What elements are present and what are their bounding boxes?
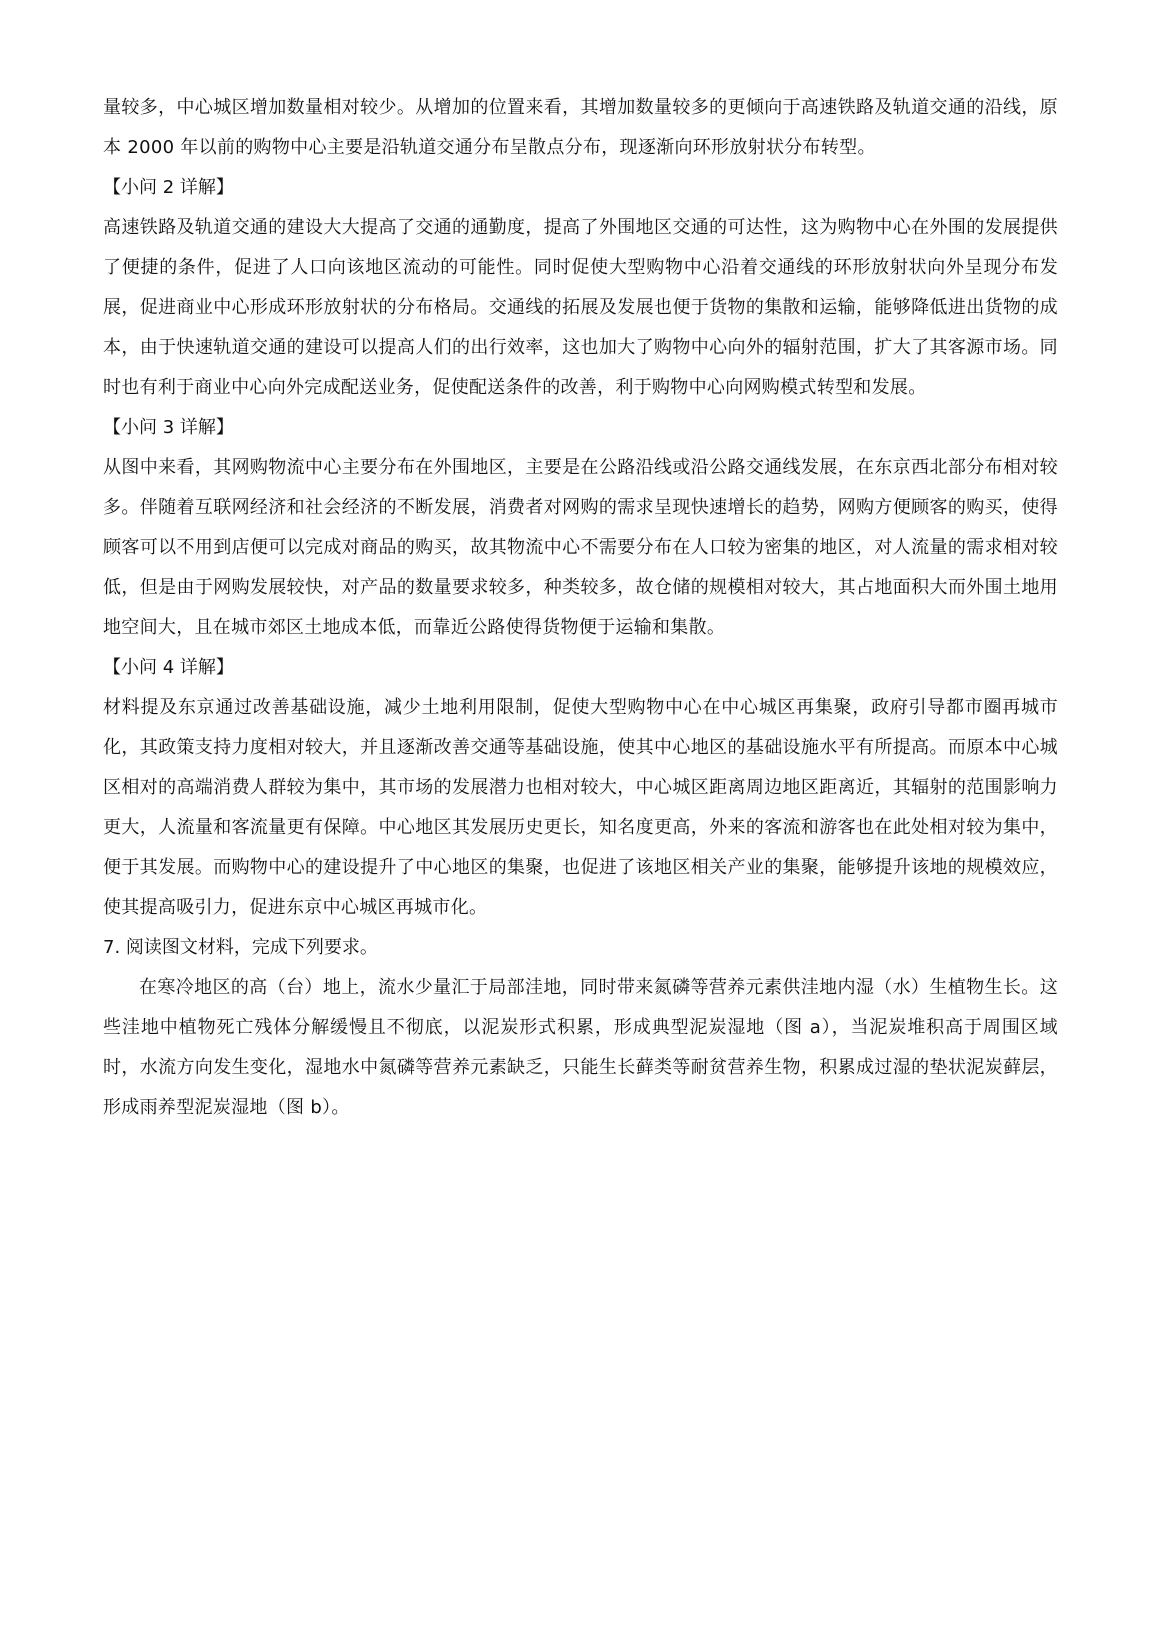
question-7-material: 在寒冷地区的高（台）地上，流水少量汇于局部洼地，同时带来氮磷等营养元素供洼地内湿（水）生植物生长。这些洼地中植物死亡残体分解缓慢且不彻底，以泥炭形式积累，形成典型泥炭湿地（图 a），当泥炭堆积高于周围区域时，水流方向发生变化，湿地水中氮磷等营养元素缺乏，只能生长藓类等耐贫营养生物，积累成过湿的垫状泥炭藓层，形成雨养型泥炭湿地（图 b）。 [103, 977, 1058, 1118]
sub-question-4-heading: 【小问 4 详解】 [103, 657, 234, 678]
question-7-title: 7. 阅读图文材料，完成下列要求。 [103, 937, 378, 958]
sub-question-2-heading: 【小问 2 详解】 [103, 177, 234, 198]
answer-paragraph-4: 材料提及东京通过改善基础设施，减少土地利用限制，促使大型购物中心在中心城区再集聚，政府引导都市圈再城市化，其政策支持力度相对较大，并且逐渐改善交通等基础设施，使其中心地区的基础设施水平有所提高。而原本中心城区相对的高端消费人群较为集中，其市场的发展潜力也相对较大，中心城区距离周边地区距离近，其辐射的范围影响力更大，人流量和客流量更有保障。中心地区其发展历史更长，知名度更高，外来的客流和游客也在此处相对较为集中，便于其发展。而购物中心的建设提升了中心地区的集聚，也促进了该地区相关产业的集聚，能够提升该地的规模效应，使其提高吸引力，促进东京中心城区再城市化。 [103, 697, 1058, 918]
sub-question-3-heading: 【小问 3 详解】 [103, 417, 234, 438]
answer-paragraph-1-continuation: 量较多，中心城区增加数量相对较少。从增加的位置来看，其增加数量较多的更倾向于高速铁路及轨道交通的沿线，原本 2000 年以前的购物中心主要是沿轨道交通分布呈散点分布，现逐渐向环形放射状分布转型。 [103, 97, 1058, 158]
answer-paragraph-3: 从图中来看，其网购物流中心主要分布在外围地区，主要是在公路沿线或沿公路交通线发展，在东京西北部分布相对较多。伴随着互联网经济和社会经济的不断发展，消费者对网购的需求呈现快速增长的趋势，网购方便顾客的购买，使得顾客可以不用到店便可以完成对商品的购买，故其物流中心不需要分布在人口较为密集的地区，对人流量的需求相对较低，但是由于网购发展较快，对产品的数量要求较多，种类较多，故仓储的规模相对较大，其占地面积大而外围土地用地空间大，且在城市郊区土地成本低，而靠近公路使得货物便于运输和集散。 [103, 457, 1058, 638]
answer-paragraph-2: 高速铁路及轨道交通的建设大大提高了交通的通勤度，提高了外围地区交通的可达性，这为购物中心在外围的发展提供了便捷的条件，促进了人口向该地区流动的可能性。同时促使大型购物中心沿着交通线的环形放射状向外呈现分布发展，促进商业中心形成环形放射状的分布格局。交通线的拓展及发展也便于货物的集散和运输，能够降低进出货物的成本，由于快速轨道交通的建设可以提高人们的出行效率，这也加大了购物中心向外的辐射范围，扩大了其客源市场。同时也有利于商业中心向外完成配送业务，促使配送条件的改善，利于购物中心向网购模式转型和发展。 [103, 217, 1058, 398]
